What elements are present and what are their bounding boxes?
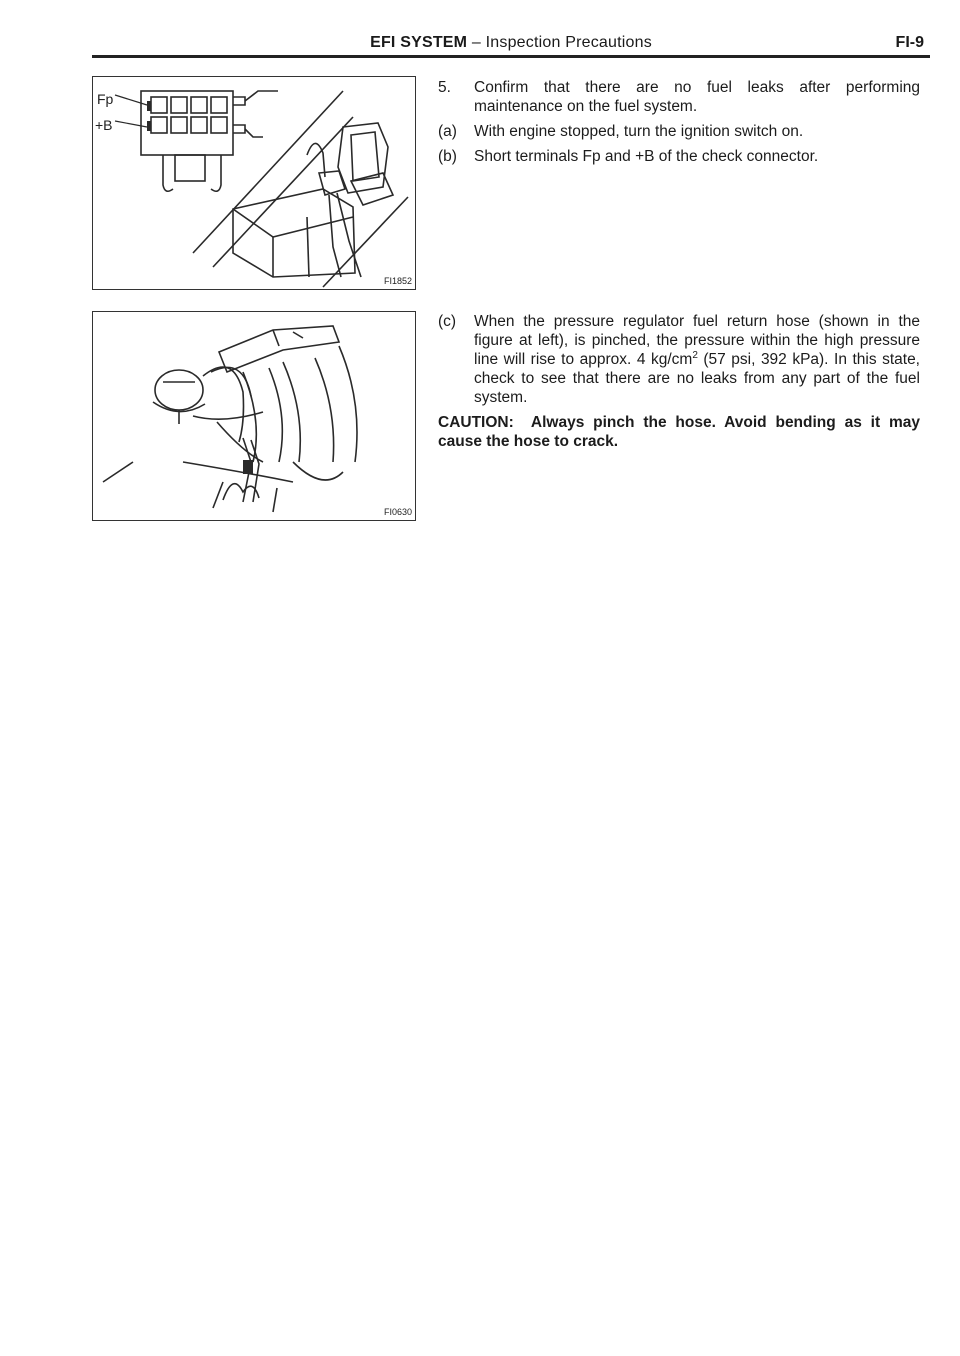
caution-note <box>438 413 920 451</box>
title-dash: – <box>471 34 481 51</box>
substep-c <box>438 312 920 407</box>
superscript-2: 2 <box>692 349 698 361</box>
pinch-hose-illustration <box>93 312 414 519</box>
caution-label: CAUTION: <box>438 414 514 431</box>
check-connector-illustration <box>93 77 414 288</box>
substep-a-text: With engine stopped, turn the ignition switch on. <box>474 123 804 140</box>
step-5 <box>438 78 920 116</box>
step-5-block <box>438 78 920 166</box>
figure-code: FI0630 <box>383 507 412 517</box>
callout-b: +B <box>95 117 113 133</box>
section-name: Inspection Precautions <box>485 34 652 51</box>
header-rule <box>92 55 930 58</box>
figure-code: FI1852 <box>383 276 412 286</box>
system-name: EFI SYSTEM <box>370 34 468 51</box>
substep-c-mark: (c) <box>438 313 457 330</box>
step-number: 5. <box>438 79 451 96</box>
substep-b-text: Short terminals Fp and +B of the check connector. <box>474 148 819 165</box>
page-header <box>92 30 930 56</box>
substep-c-block <box>438 312 920 451</box>
substep-c-text-2: (57 psi, 392 kPa). In this state, check to see that there are no leaks from any part of the fuel system. <box>474 351 920 406</box>
substep-a <box>438 122 920 141</box>
figure-pinch-hose <box>92 311 416 521</box>
figure-check-connector <box>92 76 416 290</box>
substep-c-text-1: When the pressure regulator fuel return hose (shown in the figure at left), is pinched, the pressure within the high pressure line will rise to approx. 4 kg/cm <box>474 313 920 368</box>
step-5-text: Confirm that there are no fuel leaks after performing maintenance on the fuel system. <box>474 79 920 115</box>
substep-b-mark: (b) <box>438 148 457 165</box>
page-title <box>92 34 930 52</box>
substep-b <box>438 147 920 166</box>
caution-text: Always pinch the hose. Avoid bending as it may cause the hose to crack. <box>438 414 920 450</box>
callout-fp: Fp <box>97 91 114 107</box>
page-number: FI-9 <box>895 34 924 51</box>
substep-a-mark: (a) <box>438 123 457 140</box>
